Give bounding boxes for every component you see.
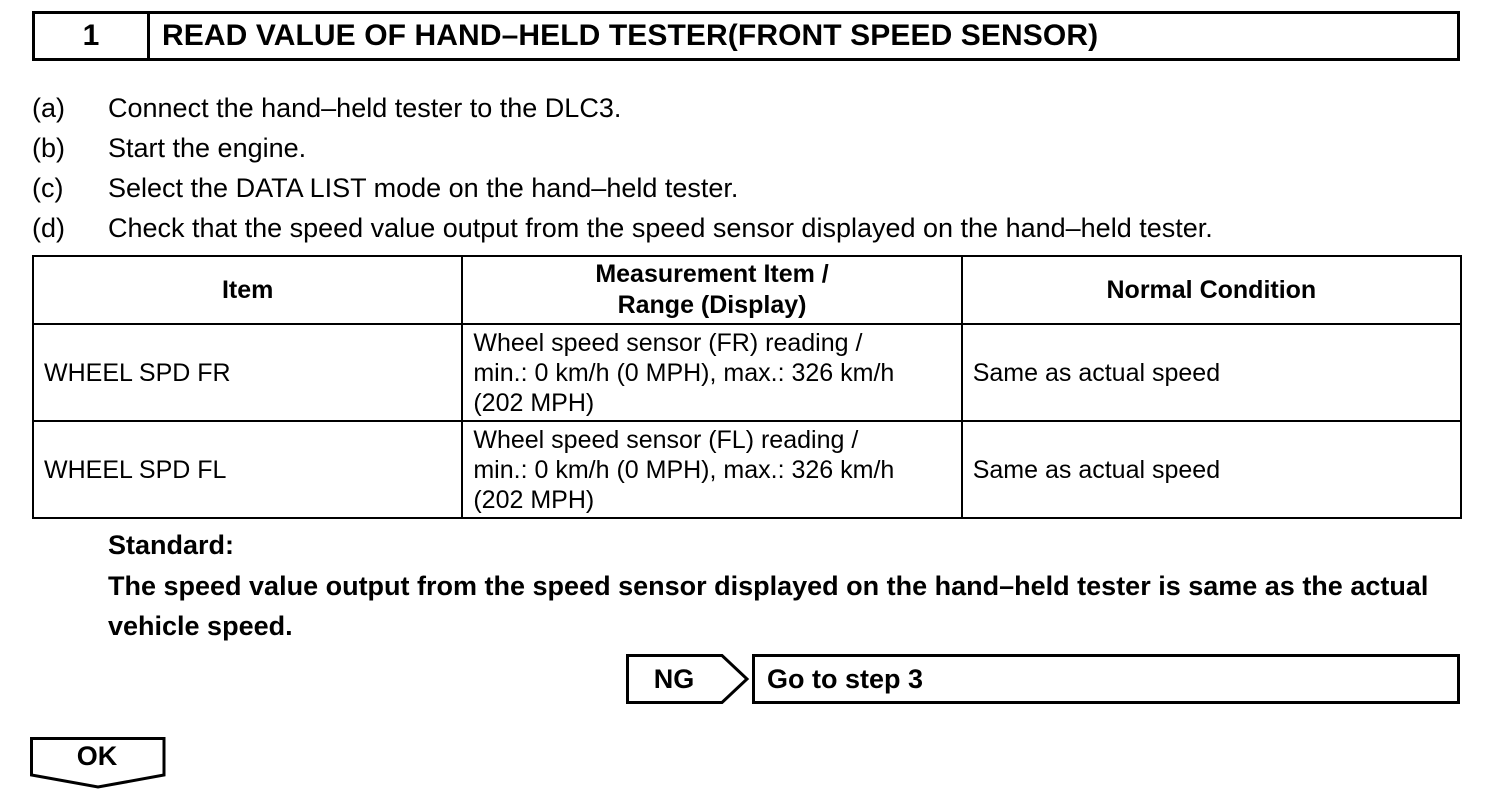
instruction-item (32, 208, 1472, 248)
instruction-text: Start the engine. (108, 132, 307, 163)
cell-measurement (462, 324, 961, 421)
cell-normal-condition: Same as actual speed (962, 324, 1461, 421)
ng-branch-arrow (626, 654, 750, 704)
instruction-item (32, 128, 1472, 168)
instruction-letter: (b) (32, 132, 65, 163)
header-measurement-line2: Range (Display) (617, 291, 807, 319)
ok-label: OK (76, 741, 118, 771)
table-row (33, 324, 1461, 421)
measurement-line: (202 MPH) (473, 485, 595, 514)
instruction-letter: (a) (32, 92, 65, 123)
instruction-list (32, 88, 1472, 248)
goto-step-box: Go to step 3 (752, 654, 1460, 704)
header-normal-condition: Normal Condition (962, 256, 1461, 324)
ng-label: NG (653, 663, 695, 694)
table-header-row (33, 256, 1461, 324)
cell-measurement (462, 421, 961, 518)
instruction-item (32, 88, 1472, 128)
instruction-item (32, 168, 1472, 208)
header-item: Item (33, 256, 462, 324)
measurement-line: Wheel speed sensor (FL) reading / (473, 425, 859, 454)
measurement-line: min.: 0 km/h (0 MPH), max.: 326 km/h (473, 455, 895, 484)
step-number: 1 (35, 14, 150, 58)
step-title: READ VALUE OF HAND–HELD TESTER(FRONT SPEED SENSOR) (162, 19, 1099, 52)
instruction-text: Check that the speed value output from the speed sensor displayed on the hand–held tester. (108, 212, 1213, 243)
standard-text: The speed value output from the speed sensor displayed on the hand–held tester is same as the actual vehicle speed. (108, 571, 1429, 641)
measurement-line: min.: 0 km/h (0 MPH), max.: 326 km/h (473, 358, 895, 387)
data-list-table (32, 255, 1462, 519)
measurement-line: (202 MPH) (473, 388, 595, 417)
measurement-line: Wheel speed sensor (FR) reading / (473, 328, 863, 357)
instruction-letter: (d) (32, 212, 65, 243)
cell-normal-condition: Same as actual speed (962, 421, 1461, 518)
instruction-letter: (c) (32, 172, 64, 203)
instruction-text: Connect the hand–held tester to the DLC3. (108, 92, 622, 123)
cell-item: WHEEL SPD FR (33, 324, 462, 421)
step-header (32, 11, 1460, 61)
cell-item: WHEEL SPD FL (33, 421, 462, 518)
header-measurement-line1: Measurement Item / (595, 260, 829, 288)
instruction-text: Select the DATA LIST mode on the hand–held tester. (108, 172, 739, 203)
table-row (33, 421, 1461, 518)
header-measurement (462, 256, 961, 324)
ok-branch-arrow (30, 737, 166, 789)
standard-label: Standard: (108, 530, 235, 560)
